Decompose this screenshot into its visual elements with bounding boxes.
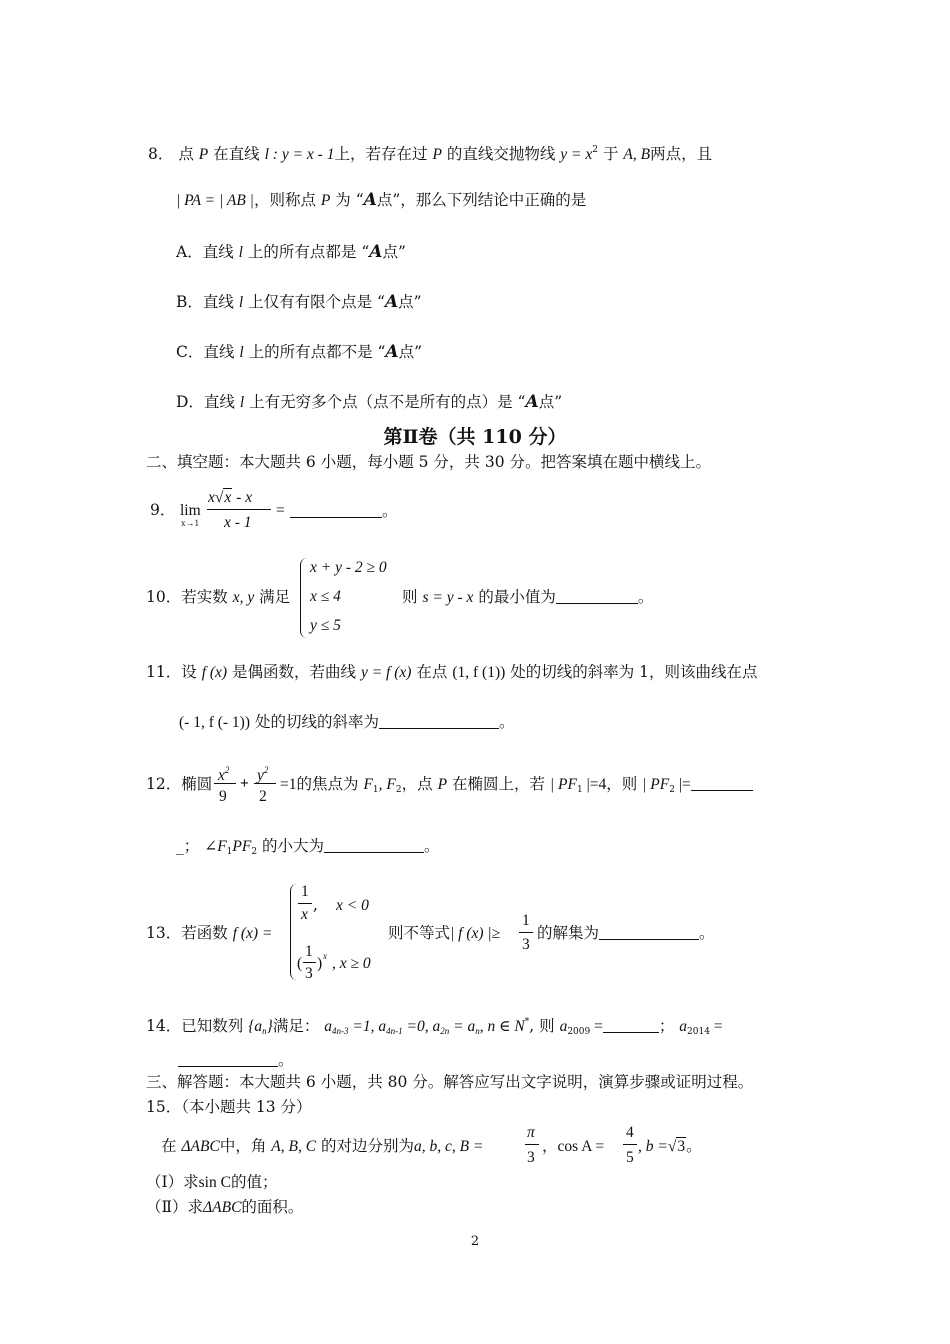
q12-line2: _； $\angle F_1PF_2$ 的小大为 。 [176,837,440,857]
q15-four: 4 [626,1124,634,1141]
answer-blank[interactable] [599,925,699,940]
parabola-equation: y = x [560,146,593,163]
q13-rhs-den: 3 [522,936,530,953]
q8-condition: | PA = | AB | [176,192,254,209]
q12-n1: 9 [219,788,227,805]
q9-numerator: x√x - x [208,489,253,506]
q13-p2-den: 3 [305,965,313,982]
q15-part-i: （I）求sin C的值； [146,1173,278,1191]
q12-n2: 2 [259,788,267,805]
fraction-bar [254,783,276,784]
answer-blank[interactable] [178,1052,278,1067]
q14-line2: 。 [178,1050,294,1070]
q8-line1: 8． 点 P 在直线 l : y = x - 1上，若存在过 P 的直线交抛物线 $y = x^2$ 于 A, B两点，且 [148,145,713,163]
q13-rhs-num: 1 [522,912,530,929]
q10-tail: 则 s = y - x 的最小值为 。 [402,588,654,606]
line-equation: l : y = x - 1 [264,146,335,163]
q15-five: 5 [626,1149,634,1166]
q9-fraction-bar [207,509,271,510]
q9-lim: lim [180,502,201,519]
q15-b: , b =√3。 [638,1137,702,1155]
q13-tail: 的解集为 。 [537,924,715,942]
page-number: 2 [470,1234,480,1249]
fraction-bar [303,962,316,963]
q13-brace [290,884,297,980]
q12-x2: $x^2$ [218,765,230,784]
q11-line2: (- 1, f (- 1)) 处的切线的斜率为 。 [179,713,515,731]
q9-lim-sub: x→1 [181,518,199,528]
q12-prompt-start: 12．椭圆 [146,775,213,793]
q13-prompt: 13．若函数 f (x) = [146,924,273,942]
q8-option-d: D．直线 l 上有无穷多个点（点不是所有的点）是 “A点” [176,392,563,412]
q10-constraint-2: x ≤ 4 [310,588,341,605]
answer-blank[interactable] [603,1018,659,1033]
answer-blank[interactable] [379,714,499,729]
q13-p2-cond: , x ≥ 0 [332,955,371,972]
q13-paren-close: ) [317,955,323,972]
q15-header: 15．（本小题共 13 分） [146,1098,312,1116]
q15-cos: ，cos A = [542,1137,605,1155]
answer-blank[interactable] [290,503,382,518]
script-a-icon: A [385,342,399,362]
q8-line2: | PA = | AB |，则称点 P 为 “A点”，那么下列结论中正确的是 [176,190,587,210]
section3-header: 三、解答题：本大题共 6 小题，共 80 分。解答应写出文字说明，演算步骤或证明过程。 [146,1073,754,1091]
fraction-bar [214,783,236,784]
script-a-icon: A [384,292,399,312]
q13-p1-den: x [301,906,308,923]
q15-pi: π [527,1124,535,1141]
q9-number: 9． [150,501,176,519]
q13-p1-cond: x < 0 [336,897,369,914]
fraction-bar [298,903,312,904]
q14-line1: 14．已知数列 $\{a_n\}$满足： $a_{4n-3} =1$, $a_{4n-1} =0$, $a_{2n} = a_n$, n ∈ N*, 则 $a_{2009}$ = ； $a_{2014}$ = [146,1017,723,1037]
q12-prompt-rest: =1的焦点为 $F_1$, $F_2$，点 P 在椭圆上，若 | $PF_1$ |=4，则 | $PF_2$ |= [280,774,753,800]
section2-header: 二、填空题：本大题共 6 小题，每小题 5 分，共 30 分。把答案填在题中横线上。 [146,453,712,471]
answer-blank[interactable] [691,776,753,791]
fraction-bar [519,932,533,933]
q8-option-a: A．直线 l 上的所有点都是 “A点” [176,242,406,262]
q8-option-b: B．直线 l 上仅有有限个点是 “A点” [176,292,422,312]
q13-ineq: 则不等式| f (x) |≥ [388,924,501,942]
q10-prompt: 10．若实数 x, y 满足 [146,588,291,606]
q9-denominator: x - 1 [224,514,252,531]
q11-line1: 11．设 f (x) 是偶函数，若曲线 y = f (x) 在点 (1, f (1)) 处的切线的斜率为 1，则该曲线在点 [146,663,758,681]
q13-paren-open: ( [297,955,303,972]
q15-three: 3 [527,1149,535,1166]
script-a-icon: A [525,392,539,412]
script-a-icon: A [363,190,377,210]
q13-p2-sup: x [323,951,327,961]
q9-answer: 。 [290,501,398,521]
answer-blank[interactable] [556,589,638,604]
q13-p2-num: 1 [305,943,313,960]
q15-part-ii: （Ⅱ）求ΔABC的面积。 [146,1198,304,1216]
q12-y2: $y^2$ [257,765,269,784]
q9-equals: = [276,502,285,519]
q10-brace [300,558,307,638]
q15-statement: 在 ΔABC中，角 A, B, C 的对边分别为a, b, c, B = [161,1137,484,1155]
q8-option-c: C．直线 l 上的所有点都不是 “A点” [176,342,423,362]
script-a-icon: A [369,242,383,262]
q13-p1-comma: , [313,896,318,914]
answer-blank[interactable] [324,838,424,853]
part2-title: 第Ⅱ卷（共 110 分） [383,426,567,448]
q13-p1-num: 1 [301,883,309,900]
fraction-bar [525,1144,539,1145]
fraction-bar [623,1144,637,1145]
q10-constraint-3: y ≤ 5 [310,617,341,634]
q10-constraint-1: x + y - 2 ≥ 0 [310,559,387,576]
q8-number: 8． [148,145,174,163]
plus-sign: + [240,775,249,792]
